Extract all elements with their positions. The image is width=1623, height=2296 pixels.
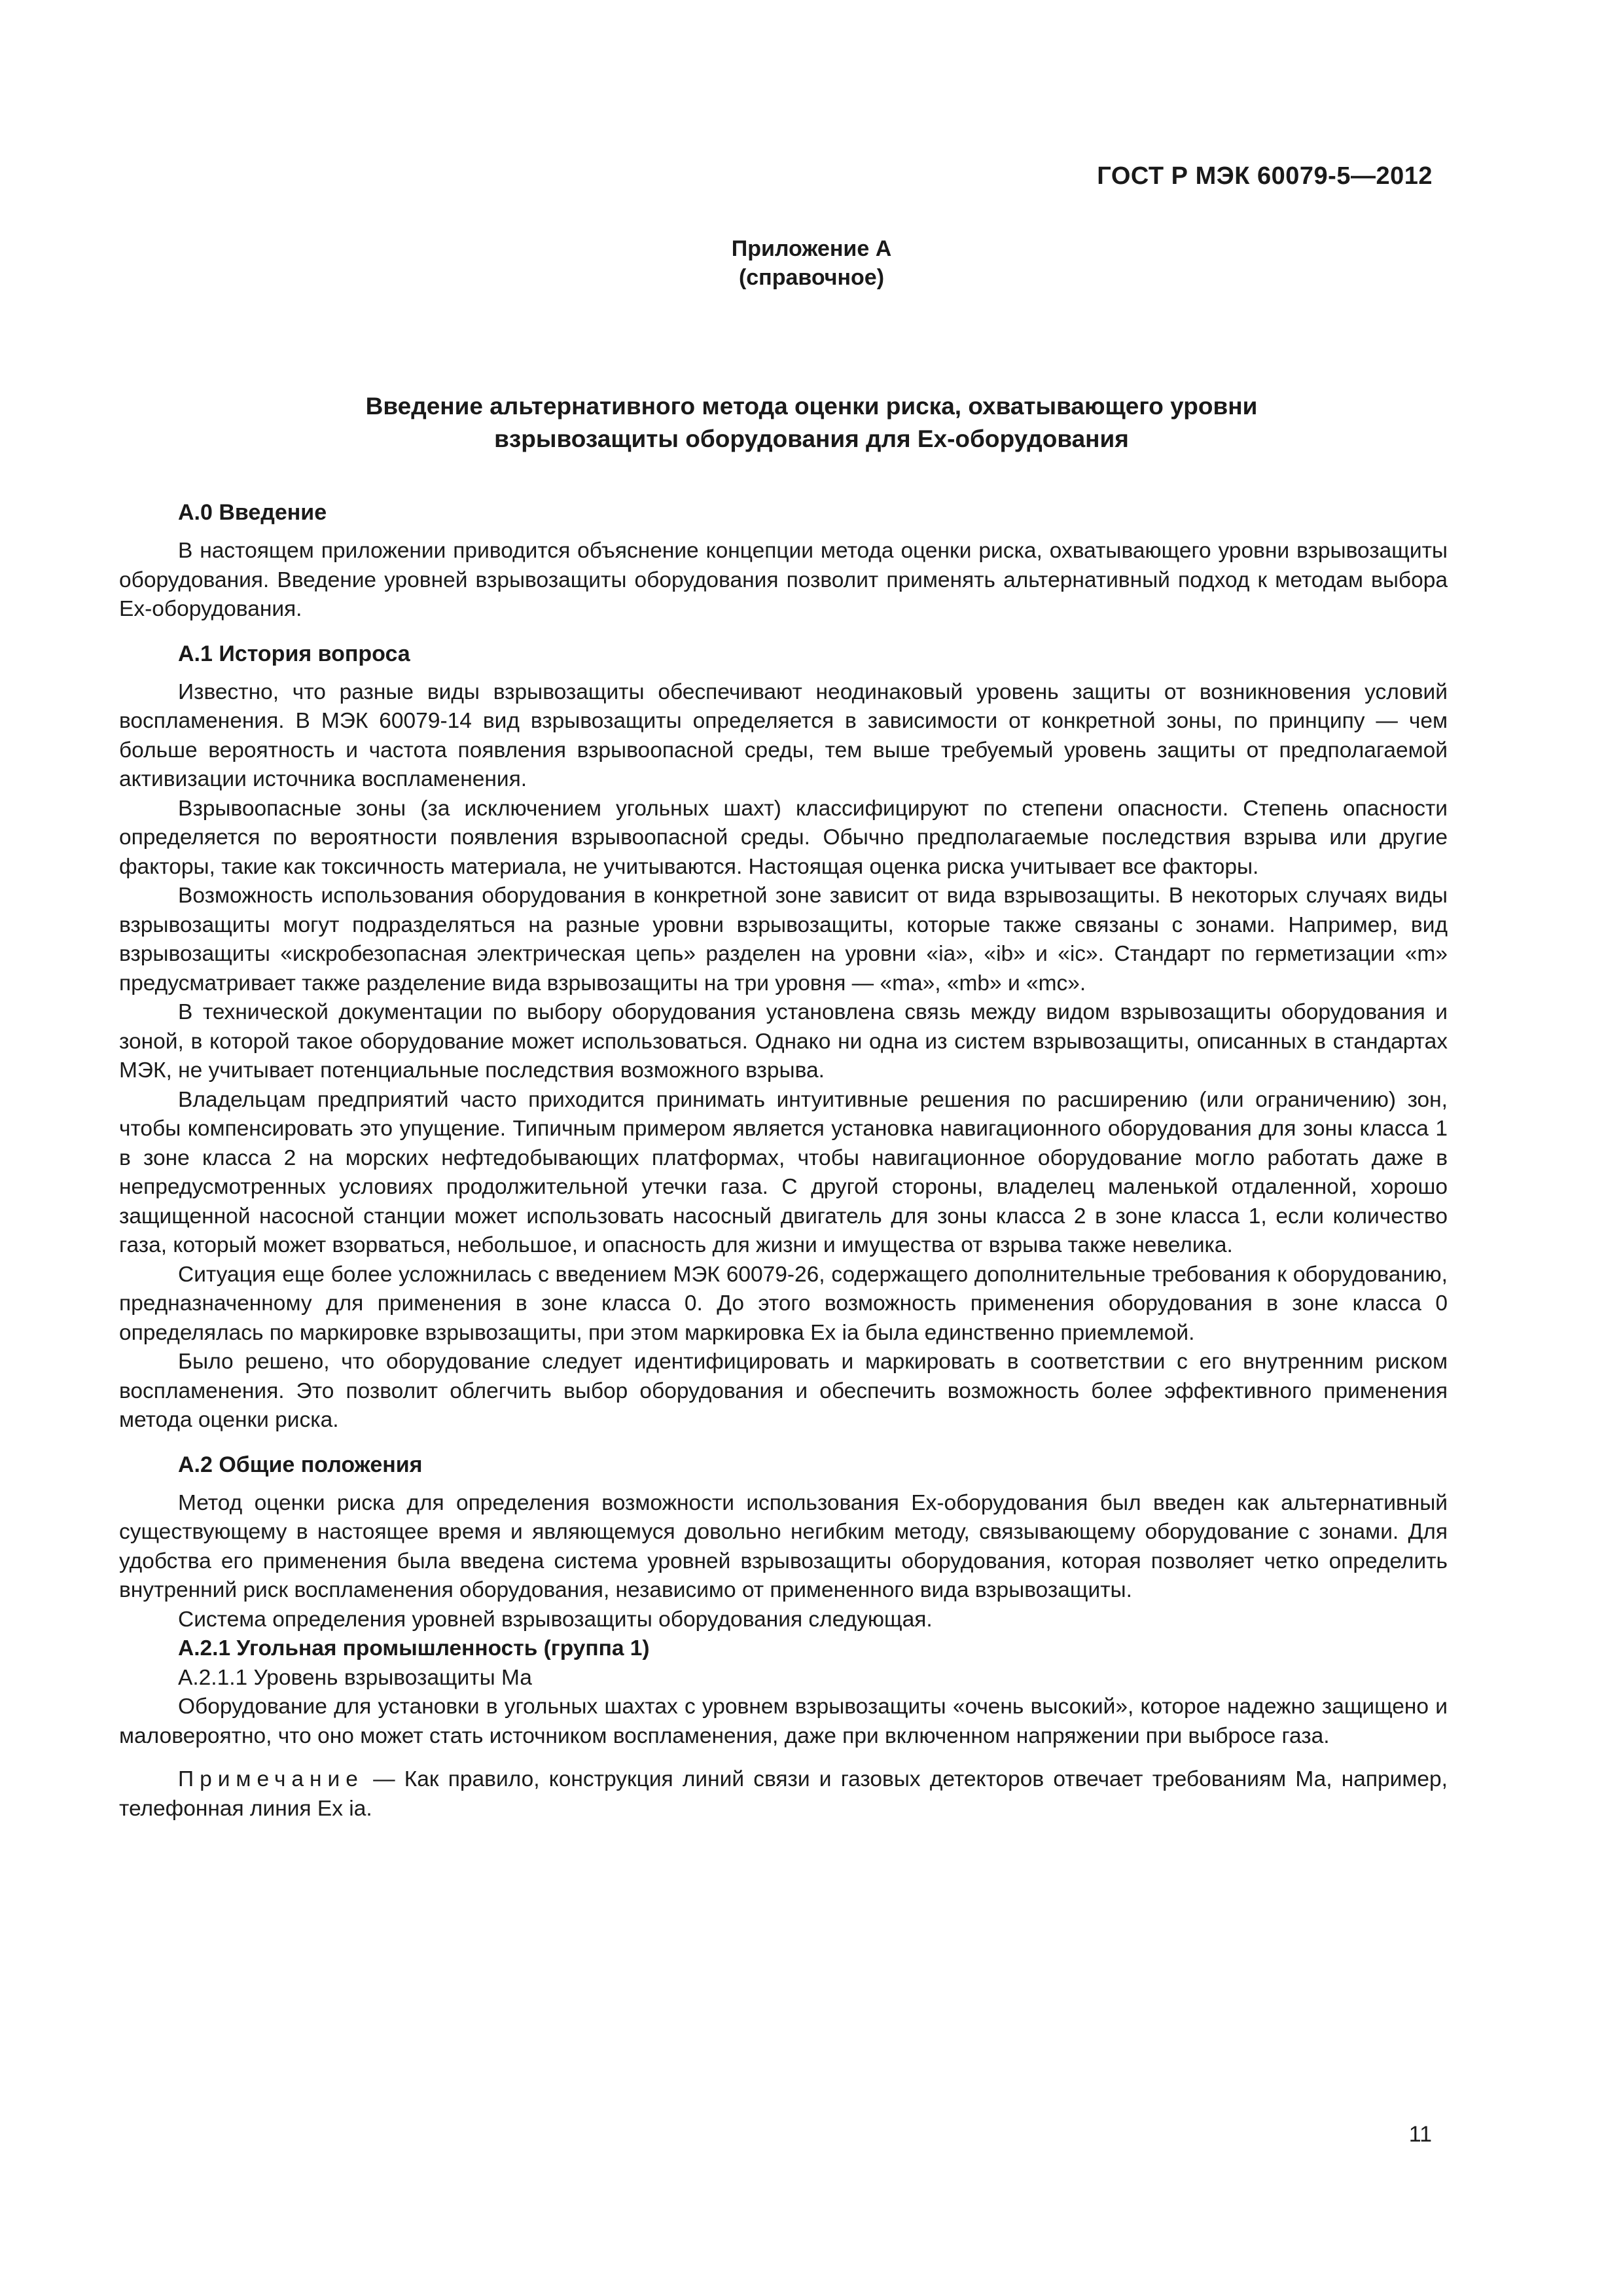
- appendix-label: Приложение А: [731, 236, 892, 261]
- page-number: 11: [1408, 2122, 1432, 2147]
- note-label: Примечание: [178, 1767, 364, 1791]
- note: [119, 1765, 1448, 1823]
- clause-paragraph: Оборудование для установки в угольных шахтах с уровнем взрывозащиты «очень высокий», которое надежно защищено и маловероятно, что оно может стать источником воспламенения, даже при включенном напряжении при выбросе газа.: [119, 1695, 1448, 1748]
- title-line-1: Введение альтернативного метода оценки риска, охватывающего уровни: [365, 393, 1258, 420]
- clause-heading-a211: А.2.1.1 Уровень взрывозащиты Ма: [178, 1665, 532, 1690]
- paragraph: В технической документации по выбору оборудования установлена связь между видом взрывозащиты оборудования и зоной, в которой такое оборудование может использоваться. Однако ни одна из систем взрывозащиты, описанных в стандартах МЭК, не учитывает потенциальные последствия возможного взрыва.: [119, 1000, 1448, 1083]
- body-content: [119, 497, 1448, 1823]
- document-code: ГОСТ Р МЭК 60079-5—2012: [1097, 162, 1433, 190]
- paragraph: Взрывоопасные зоны (за исключением угольных шахт) классифицируют по степени опасности. Степень опасности определяется по вероятности появления взрывоопасной среды. Обычно предполагаемые последствия взрыва или другие факторы, такие как токсичность материала, не учитываются. Настоящая оценка риска учитывает все факторы.: [119, 796, 1448, 879]
- title-line-2: взрывозащиты оборудования для Ex-оборудования: [494, 425, 1129, 452]
- appendix-type: (справочное): [738, 265, 885, 290]
- section-heading-a2: А.2 Общие положения: [178, 1452, 423, 1477]
- paragraph: Известно, что разные виды взрывозащиты обеспечивают неодинаковый уровень защиты от возникновения условий воспламенения. В МЭК 60079-14 вид взрывозащиты определяется в зависимости от конкретной зоны, по принципу — чем больше вероятность и частота появления взрывоопасной среды, тем выше требуемый уровень защиты от предполагаемой активизации источника воспламенения.: [119, 679, 1448, 791]
- subsection-heading-a21: А.2.1 Угольная промышленность (группа 1): [178, 1636, 650, 1660]
- note-text: — Как правило, конструкция линий связи и газовых детекторов отвечает требованиям Ма, например, телефонная линия Ex ia.: [119, 1767, 1448, 1821]
- paragraph: Метод оценки риска для определения возможности использования Ex-оборудования был введен как альтернативный существующему в настоящее время и являющемуся довольно негибким методу, связывающему оборудование с зонами. Для удобства его применения была введена система уровней взрывозащиты оборудования, которая позволяет четко определить внутренний риск воспламенения оборудования, независимо от примененного вида взрывозащиты.: [119, 1490, 1448, 1602]
- section-heading-a1: А.1 История вопроса: [178, 641, 410, 666]
- paragraph: Владельцам предприятий часто приходится принимать интуитивные решения по расширению (или ограничению) зон, чтобы компенсировать это упущение. Типичным примером является установка навигационного оборудования для зоны класса 1 в зоне класса 2 на морских нефтедобывающих платформах, чтобы навигационное оборудование могло работать даже в непредусмотренных условиях продолжительной утечки газа. С другой стороны, владелец маленькой отдаленной, хорошо защищенной насосной станции может использовать насосный двигатель для зоны класса 2 в зоне класса 1, если количество газа, который может взорваться, небольшое, и опасность для жизни и имущества от взрыва также невелика.: [119, 1087, 1448, 1257]
- paragraph: Было решено, что оборудование следует идентифицировать и маркировать в соответствии с его внутренним риском воспламенения. Это позволит облегчить выбор оборудования и обеспечить возможность более эффективного применения метода оценки риска.: [119, 1350, 1448, 1432]
- paragraph: Возможность использования оборудования в конкретной зоне зависит от вида взрывозащиты. В некоторых случаях виды взрывозащиты могут подразделяться на разные уровни взрывозащиты, которые также связаны с зонами. Например, вид взрывозащиты «искробезопасная электрическая цепь» разделен на уровни «ia», «ib» и «ic». Стандарт по герметизации «m» предусматривает также разделение вида взрывозащиты на три уровня — «ma», «mb» и «mc».: [119, 884, 1448, 996]
- appendix-title: [0, 390, 1623, 456]
- paragraph: Ситуация еще более усложнилась с введением МЭК 60079-26, содержащего дополнительные требования к оборудованию, предназначенному для применения в зоне класса 0. До этого возможность применения оборудования в зоне класса 0 определялась по маркировке взрывозащиты, при этом маркировка Ex ia была единственно приемлемой.: [119, 1262, 1448, 1345]
- appendix-heading: [0, 234, 1623, 292]
- section-heading-a0: А.0 Введение: [178, 500, 327, 525]
- paragraph: Система определения уровней взрывозащиты оборудования следующая.: [178, 1607, 933, 1632]
- paragraph: В настоящем приложении приводится объяснение концепции метода оценки риска, охватывающего уровни взрывозащиты оборудования. Введение уровней взрывозащиты оборудования позволит применять альтернативный подход к методам выбора Ex-оборудования.: [119, 539, 1448, 621]
